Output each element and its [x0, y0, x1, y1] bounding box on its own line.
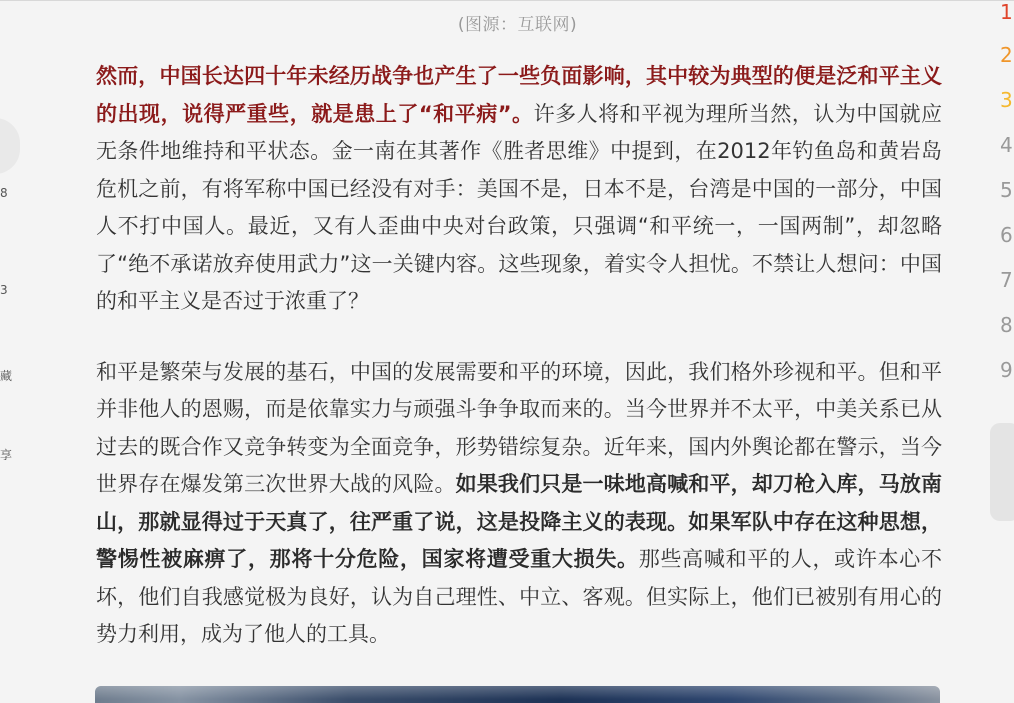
article-paragraph-2 — [96, 354, 942, 654]
paragraph-text: 和平是繁荣与发展的基石，中国的发展需要和平的环境，因此，我们格外珍视和平。但和平并非他人的恩赐，而是依靠实力与顽强斗争争取而来的。当今世界并不太平，中美关系已从过去的既合作又竞争转变为全面竞争，形势错综复杂。近年来，国内外舆论都在警示，当今世界存在爆发第三次世界大战的风险。 — [96, 359, 942, 496]
toc-item-3[interactable]: 3 — [1000, 88, 1013, 112]
image-caption: (图源：互联网) — [457, 15, 578, 35]
toc-item-2[interactable]: 2 — [1000, 43, 1013, 67]
toc-item-9[interactable]: 9 — [1000, 358, 1013, 382]
favorite-label[interactable]: 藏 — [0, 369, 13, 383]
comment-count: 3 — [0, 283, 8, 297]
toc-item-1[interactable]: 1 — [1000, 0, 1013, 24]
article-image — [95, 686, 940, 703]
toc-item-5[interactable]: 5 — [1000, 178, 1013, 202]
paragraph-text: 许多人将和平视为理所当然，认为中国就应无条件地维持和平状态。金一南在其著作《胜者思维》中提到，在2012年钓鱼岛和黄岩岛危机之前，有将军称中国已经没有对手：美国不是，日本不是，台湾是中国的一部分，中国人不打中国人。最近，又有人歪曲中央对台政策，只强调“和平统一，一国两制”，却忽略了“绝不承诺放弃使用武力”这一关键内容。这些现象，着实令人担忧。不禁让人想问：中国的和平主义是否过于浓重了？ — [96, 101, 943, 313]
toc-item-4[interactable]: 4 — [1000, 133, 1013, 157]
toc-item-8[interactable]: 8 — [1000, 313, 1013, 337]
article-paragraph-1 — [96, 58, 942, 321]
share-label[interactable]: 享 — [0, 448, 13, 462]
toc-item-7[interactable]: 7 — [1000, 268, 1013, 292]
like-count: 8 — [0, 186, 8, 200]
article-body — [96, 58, 942, 654]
emphasis-red-text: 然而，中国长达四十年未经历战争也产生了一些负面影响，其中较为典型的便是泛和平主义的出现，说得严重些，就是患上了“和平病”。 — [96, 64, 942, 126]
toc-scroll-handle[interactable] — [990, 423, 1014, 521]
paragraph-text: 那些高喊和平的人，或许本心不坏，他们自我感觉极为良好，认为自己理性、中立、客观。但实际上，他们已被别有用心的势力利用，成为了他人的工具。 — [96, 547, 943, 646]
like-button[interactable] — [0, 118, 20, 174]
toc-item-6[interactable]: 6 — [1000, 223, 1013, 247]
emphasis-bold-text: 如果我们只是一味地高喊和平，却刀枪入库，马放南山，那就显得过于天真了，往严重了说，这是投降主义的表现。如果军队中存在这种思想，警惕性被麻痹了，那将十分危险，国家将遭受重大损失。 — [96, 472, 943, 571]
top-divider — [0, 0, 1014, 1]
